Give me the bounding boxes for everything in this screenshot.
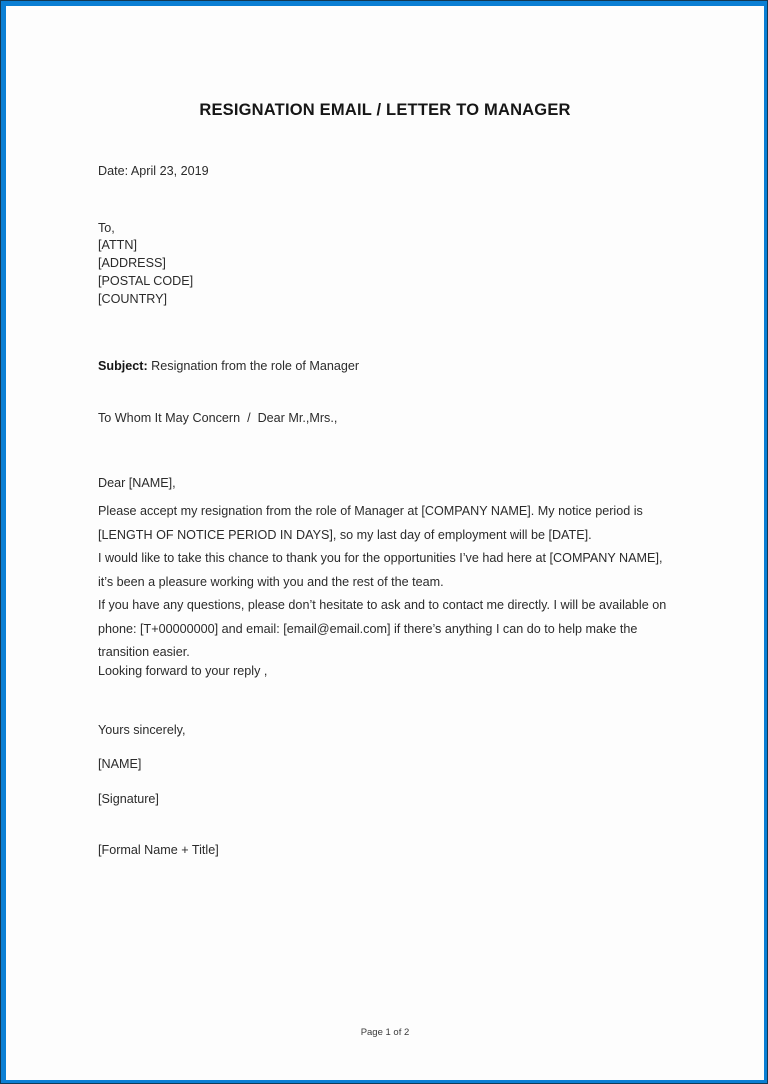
subject-label: Subject: xyxy=(98,359,148,373)
recipient-line: To, xyxy=(98,221,115,235)
body-paragraph: I would like to take this chance to thank you for the opportunities I’ve had here at [COMPANY NAME], it’s been a pleasure working with you and the rest of the team. xyxy=(98,551,663,589)
date-line: Date: April 23, 2019 xyxy=(98,164,209,178)
subject-value: Resignation from the role of Manager xyxy=(147,359,360,373)
recipient-line: [COUNTRY] xyxy=(98,292,168,306)
subject-line xyxy=(98,358,359,375)
sign-off-line: Yours sincerely, xyxy=(98,723,186,737)
document-page xyxy=(6,6,764,1080)
closing-prompt: Looking forward to your reply , xyxy=(98,664,268,678)
formal-name-title: [Formal Name + Title] xyxy=(98,843,219,857)
page-footer: Page 1 of 2 xyxy=(360,1027,410,1038)
body-paragraph: If you have any questions, please don’t hesitate to ask and to contact me directly. I will be available on phone: [T+00000000] and email: [email@email.com] if there’s anything I can do to help make the transition easier. xyxy=(98,598,667,659)
body-paragraph: Please accept my resignation from the role of Manager at [COMPANY NAME]. My notice period is [LENGTH OF NOTICE PERIOD IN DAYS], so my last day of employment will be [DATE]. xyxy=(98,504,643,542)
recipient-line: [ATTN] xyxy=(98,238,137,252)
generic-salutation: To Whom It May Concern / Dear Mr.,Mrs., xyxy=(98,411,338,425)
signature-name: [NAME] xyxy=(98,757,142,771)
recipient-line: [POSTAL CODE] xyxy=(98,274,194,288)
document-content xyxy=(98,6,676,1080)
greeting-line: Dear [NAME], xyxy=(98,476,176,490)
recipient-line: [ADDRESS] xyxy=(98,256,166,270)
page-title: RESIGNATION EMAIL / LETTER TO MANAGER xyxy=(199,101,571,119)
signature-placeholder: [Signature] xyxy=(98,792,159,806)
